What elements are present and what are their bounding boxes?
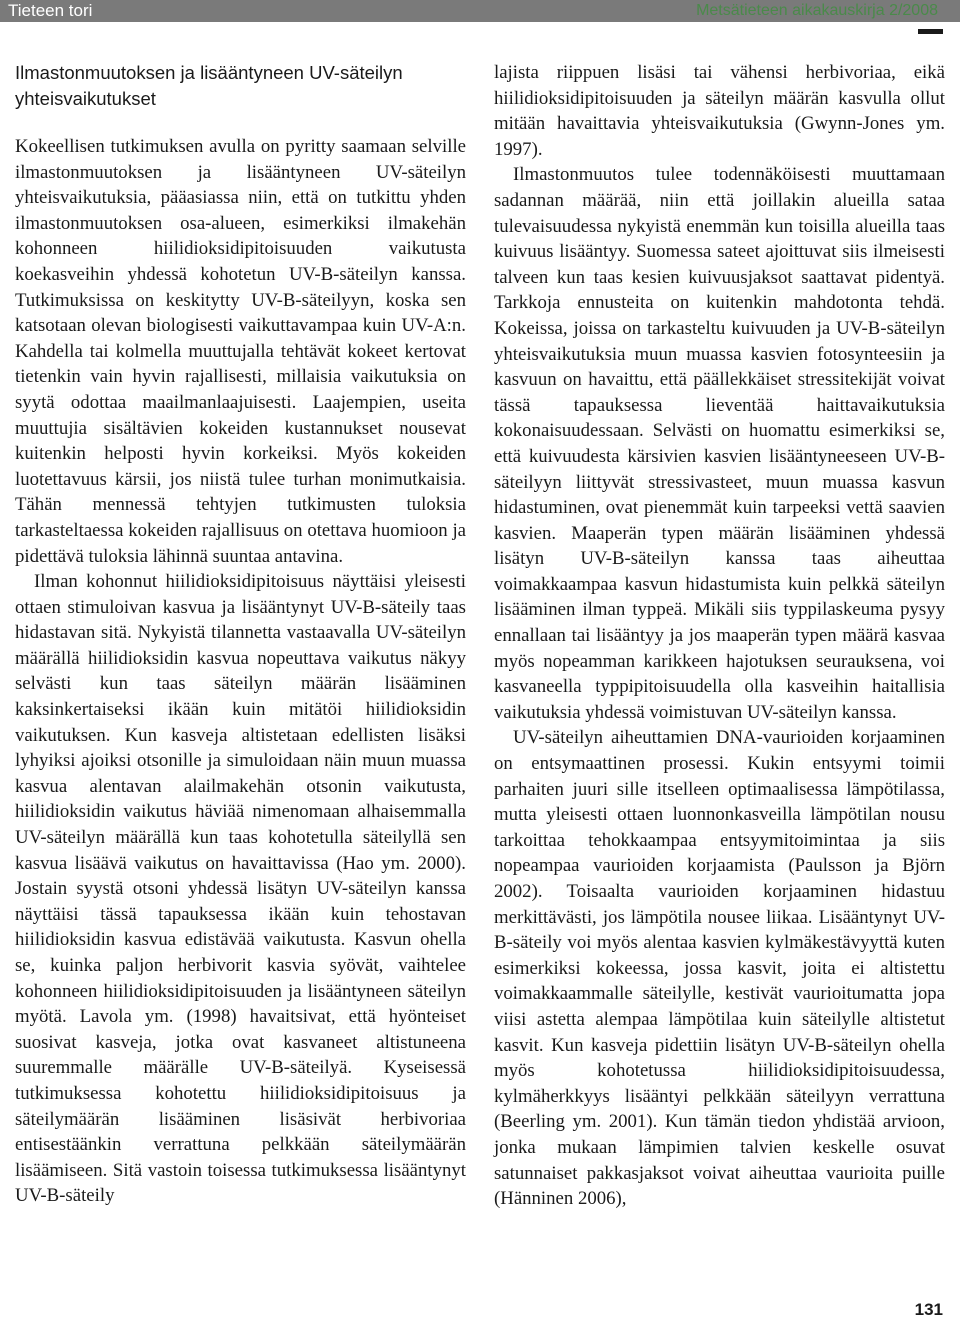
section-label: Tieteen tori	[8, 1, 93, 20]
paragraph: Ilmastonmuutos tulee todennäköisesti muuttamaan sadannan määrää, niin että joillakin alueilla sataa tulevaisuudessa nykyistä enemmän kun toisilla alueilla taas kuivuus lisääntyy. Suomessa sateet ajoittuvat siis ilmeisesti talveen kun taas kesien kuivuusjaksot saattavat pidentyä. Tarkkoja ennusteita on kuitenkin mahdotonta tehdä. Kokeissa, joissa on tarkasteltu kuivuuden ja UV-B-säteilyn yhteisvaikutuksia muun muassa kasvien fotosynteesiin ja kasvuun on havaittu, että päällekkäiset stressitekijät voivat tässä tapauksessa lieventää haittavaikutuksia kokonaisuudessaan. Selvästi on huomattu esimerkiksi se, että kuivuudesta kärsivien kasvien lisääntyneeseen UV-B-säteilyyn liittyvät stressivasteet, muun muassa kasvun hidastuminen, ovat pienemmät kuin tarpeeksi vettä saavien kasvien. Maaperän typen määrän lisääminen yhdessä lisätyn UV-B-säteilyn kanssa taas aiheuttaa voimakkaampaa kasvun hidastumista kuin pelkkä säteilyn lisääminen ilman typpeä. Mikäli siis typpilaskeuma pysyy ennallaan tai lisääntyy ja jos maaperän typen määrä kasvaa myös nopeamman karikkeen hajotuksen seurauksena, voi kasvaneella typpipitoisuudella olla kasveihin haitallisia vaikutuksia yhdessä voimistuvan UV-säteilyn kanssa.	[494, 164, 945, 723]
page-header-bar	[0, 0, 960, 22]
right-column	[494, 60, 945, 1212]
paragraph: lajista riippuen lisäsi tai vähensi herbivoriaa, eikä hiilidioksidipitoisuuden ja säteilyn määrän kasvulla ollut mitään havaittavia yhteisvaikutuksia (Gwynn-Jones ym. 1997).	[494, 62, 945, 160]
paragraph: Ilman kohonnut hiilidioksidipitoisuus näyttäisi yleisesti ottaen stimuloivan kasvua ja lisääntynyt UV-B-säteily taas hidastavan sitä. Nykyistä tilannetta vastaavalla UV-säteilyn määrällä hiilidioksidin kasvua nopeuttava vaikutus näkyy selvästi kun taas säteilyn määrän lisääminen kaksinkertaiseksi ikään kuin mitätöi hiilidioksidin vaikutuksen. Kun kasveja altistetaan edellisten lisäksi lyhyiksi ajoiksi otsonille ja simuloidaan näin muun muassa kasvua alentavan alailmakehän otsonin vaikutusta, hiilidioksidin vaikutus häviää nimenomaan alhaisemmalla UV-säteilyn määrällä kun taas kohotetulla säteilyllä sen kasvua lisäävä vaikutus on havaittavissa (Hao ym. 2000). Jostain syystä otsoni yhdessä lisätyn UV-säteilyn kanssa näyttäisi tässä tapauksessa ikään kuin tehostavan hiilidioksidin kasvua edistävää vaikutusta. Kasvun ohella se, kuinka paljon herbivorit kasvia syövät, vaihtelee kohonneen hiilidioksidipitoisuuden ja lisääntyneen säteilyn myötä. Lavola ym. (1998) havaitsivat, että hyönteiset suosivat kasveja, jotka ovat kasvaneet altistuneena suuremmalle määrälle UV-B-säteilyä. Kyseisessä tutkimuksessa kohotettu hiilidioksidipitoisuus ja säteilymäärän lisääminen lisäsivät herbivoriaa entisestäänkin verrattuna pelkkään säteilymäärän lisäämiseen. Sitä vastoin toisessa tutkimuksessa lisääntynyt UV-B-säteily	[15, 571, 466, 1207]
header-ornament	[918, 29, 943, 34]
paragraph: UV-säteilyn aiheuttamien DNA-vaurioiden korjaaminen on entsymaattinen prosessi. Kukin entsyymi toimii parhaiten juuri sille itselleen optimaalisessa lämpötilassa, mutta yleisesti ottaen luonnonkasveilla lämpötilan nousu tarkoittaa tehokkaampaa entsyymitoimintaa ja siis nopeampaa vaurioiden korjaamista (Paulsson ja Björn 2002). Toisaalta vaurioiden korjaaminen hidastuu merkittävästi, jos lämpötila nousee liikaa. Lisääntynyt UV-B-säteily voi myös alentaa kasvien kylmäkestävyyttä kuten esimerkiksi kokeessa, jossa kasvit, joita ei altistettu voimakkaammalle säteilylle, kestivät vaurioitumatta jopa viisi astetta alempaa lämpötilaa kuin säteilylle altistetut kasvit. Kun kasveja pidettiin lisätyn UV-B-säteilyn ohella myös kohotetussa hiilidioksidipitoisuudessa, kylmäherkkyys lisääntyi pelkkään säteilyyn verrattuna (Beerling ym. 2001). Kun tämän tiedon yhdistää arvioon, jonka mukaan lämpimien talvien keskelle osuvat satunnaiset pakkasjaksot voivat aiheuttaa vaurioita puille (Hänninen 2006),	[494, 727, 945, 1210]
paragraph: Kokeellisen tutkimuksen avulla on pyritty saamaan selville ilmastonmuutoksen ja lisääntyneen UV-säteilyn yhteisvaikutuksia, pääasiassa niin, että on tutkittu yhden ilmastonmuutoksen osa-alueen, esimerkiksi ilmakehän kohonneen hiilidioksidipitoisuuden vaikutusta koekasveihin yhdessä kohotetun UV-B-säteilyn kanssa. Tutkimuksissa on keskitytty UV-B-säteilyyn, koska sen katsotaan olevan biologisesti vaikuttavampaa kuin UV-A:n. Kahdella tai kolmella muuttujalla tehtävät kokeet kertovat tietenkin vain hyvin rajallisesti, millaisia vaikutuksia on syytä odottaa maailmanlaajuisesti. Laajempien, useita muuttujia sisältävien kokeiden kustannukset nousevat kuitenkin helposti hyvin korkeiksi. Myös kokeiden luotettavuus kärsii, jos niistä tulee turhan monimutkaisia. Tähän mennessä tehtyjen tutkimusten tuloksia tarkasteltaessa kokeiden rajallisuus on otettava huomioon ja pidettävä tuloksia lähinnä suuntaa antavina.	[15, 136, 466, 567]
journal-title: Metsätieteen aikakauskirja 2/2008	[696, 2, 938, 19]
page-number: 131	[914, 1300, 943, 1319]
section-heading: Ilmastonmuutoksen ja lisääntyneen UV-säteilyn yhteisvaikutukset	[15, 62, 403, 109]
left-column	[15, 60, 466, 1209]
